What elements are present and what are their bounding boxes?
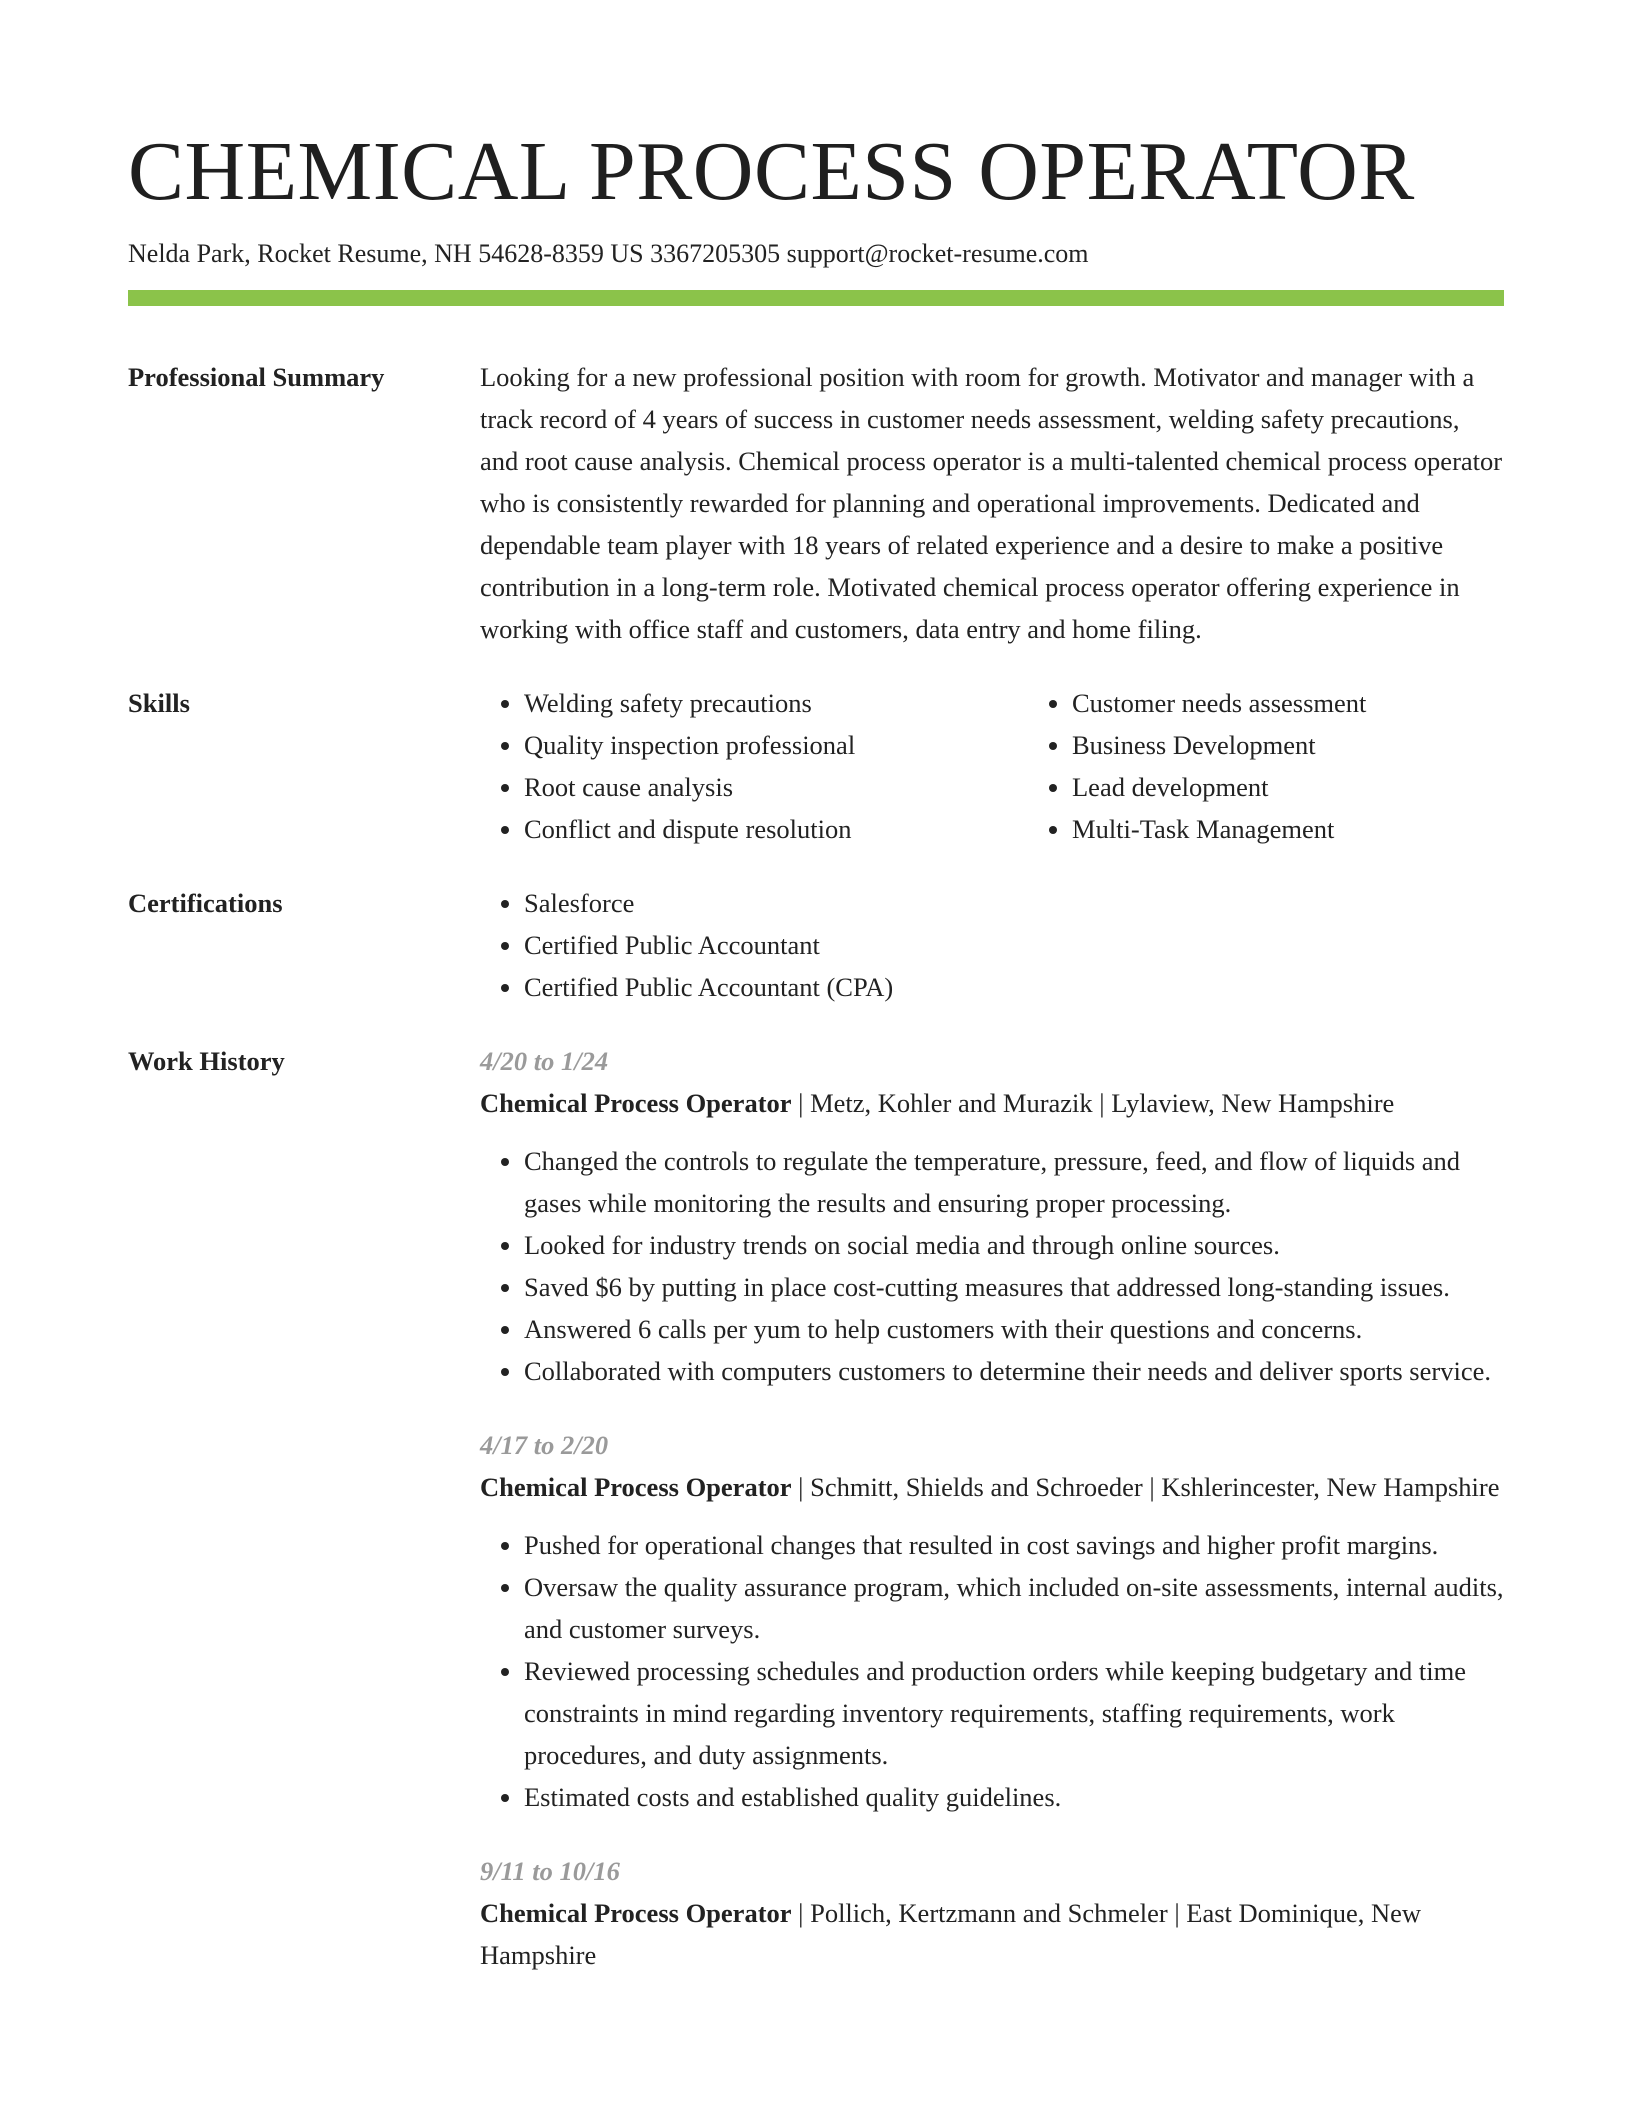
summary-heading: Professional Summary	[128, 362, 385, 392]
skill-item: • Quality inspection professional	[524, 724, 1028, 766]
job-header	[480, 1082, 1504, 1124]
certifications-list	[480, 882, 1504, 1008]
job-role: Chemical Process Operator	[480, 1088, 792, 1118]
skills-section	[128, 682, 1504, 850]
header-divider	[128, 290, 1504, 306]
job-bullet: • Reviewed processing schedules and production orders while keeping budgetary and time constraints in mind regarding inventory requirements, staffing requirements, work procedures, and duty assignments.	[524, 1650, 1504, 1776]
skill-item: • Customer needs assessment	[1072, 682, 1576, 724]
job-bullet: • Saved $6 by putting in place cost-cutting measures that addressed long-standing issues.	[524, 1266, 1504, 1308]
job-entry	[480, 1850, 1504, 1976]
work-history-section	[128, 1040, 1504, 1976]
job-header	[480, 1892, 1504, 1976]
skill-item: • Welding safety precautions	[524, 682, 1028, 724]
job-details: | Schmitt, Shields and Schroeder | Kshlerincester, New Hampshire	[791, 1472, 1500, 1502]
summary-text: Looking for a new professional position with room for growth. Motivator and manager with a track record of 4 years of success in customer needs assessment, welding safety precautions, and root cause analysis. Chemical process operator is a multi-talented chemical process operator who is consistently rewarded for planning and operational improvements. Dedicated and dependable team player with 18 years of related experience and a desire to make a positive contribution in a long-term role. Motivated chemical process operator offering experience in working with office staff and customers, data entry and home filing.	[480, 362, 1503, 644]
job-header	[480, 1466, 1504, 1508]
job-bullet: • Oversaw the quality assurance program, which included on-site assessments, internal audits, and customer surveys.	[524, 1566, 1504, 1650]
certifications-heading: Certifications	[128, 888, 283, 918]
skills-heading: Skills	[128, 688, 190, 718]
job-bullet: • Collaborated with computers customers to determine their needs and deliver sports service.	[524, 1350, 1504, 1392]
job-details: | Metz, Kohler and Murazik | Lylaview, New Hampshire	[791, 1088, 1395, 1118]
job-bullet-list	[480, 1524, 1504, 1818]
job-role: Chemical Process Operator	[480, 1898, 792, 1928]
job-bullet: • Pushed for operational changes that resulted in cost savings and higher profit margins.	[524, 1524, 1504, 1566]
job-bullet: • Looked for industry trends on social media and through online sources.	[524, 1224, 1504, 1266]
skill-item: • Business Development	[1072, 724, 1576, 766]
job-details: | Pollich, Kertzmann and Schmeler | East Dominique, New Hampshire	[480, 1898, 1422, 1970]
contact-line: Nelda Park, Rocket Resume, NH 54628-8359 US 3367205305 support@rocket-resume.com	[128, 239, 1089, 268]
certification-item: • Certified Public Accountant (CPA)	[524, 966, 1504, 1008]
skills-list-left	[480, 682, 1028, 850]
resume-page	[128, 0, 1504, 1976]
skills-list-right	[1028, 682, 1576, 850]
skill-item: • Multi-Task Management	[1072, 808, 1576, 850]
skills-grid	[480, 682, 1504, 850]
certification-item: • Certified Public Accountant	[524, 924, 1504, 966]
skill-item: • Conflict and dispute resolution	[524, 808, 1028, 850]
job-bullet: • Changed the controls to regulate the temperature, pressure, feed, and flow of liquids and gases while monitoring the results and ensuring proper processing.	[524, 1140, 1504, 1224]
job-bullet: • Estimated costs and established quality guidelines.	[524, 1776, 1504, 1818]
certifications-section	[128, 882, 1504, 1008]
job-entry	[480, 1040, 1504, 1392]
job-entry	[480, 1424, 1504, 1818]
certification-item: • Salesforce	[524, 882, 1504, 924]
certifications-body	[480, 882, 1504, 1008]
summary-section	[128, 356, 1504, 650]
skill-item: • Root cause analysis	[524, 766, 1028, 808]
job-bullet-list	[480, 1140, 1504, 1392]
job-dates: 4/17 to 2/20	[480, 1430, 609, 1460]
resume-title: CHEMICAL PROCESS OPERATOR	[128, 125, 1415, 218]
job-bullet: • Answered 6 calls per yum to help customers with their questions and concerns.	[524, 1308, 1504, 1350]
job-dates: 9/11 to 10/16	[480, 1856, 620, 1886]
work-history-body	[480, 1040, 1504, 1976]
job-role: Chemical Process Operator	[480, 1472, 792, 1502]
skill-item: • Lead development	[1072, 766, 1576, 808]
work-history-heading: Work History	[128, 1046, 285, 1076]
job-dates: 4/20 to 1/24	[480, 1046, 609, 1076]
